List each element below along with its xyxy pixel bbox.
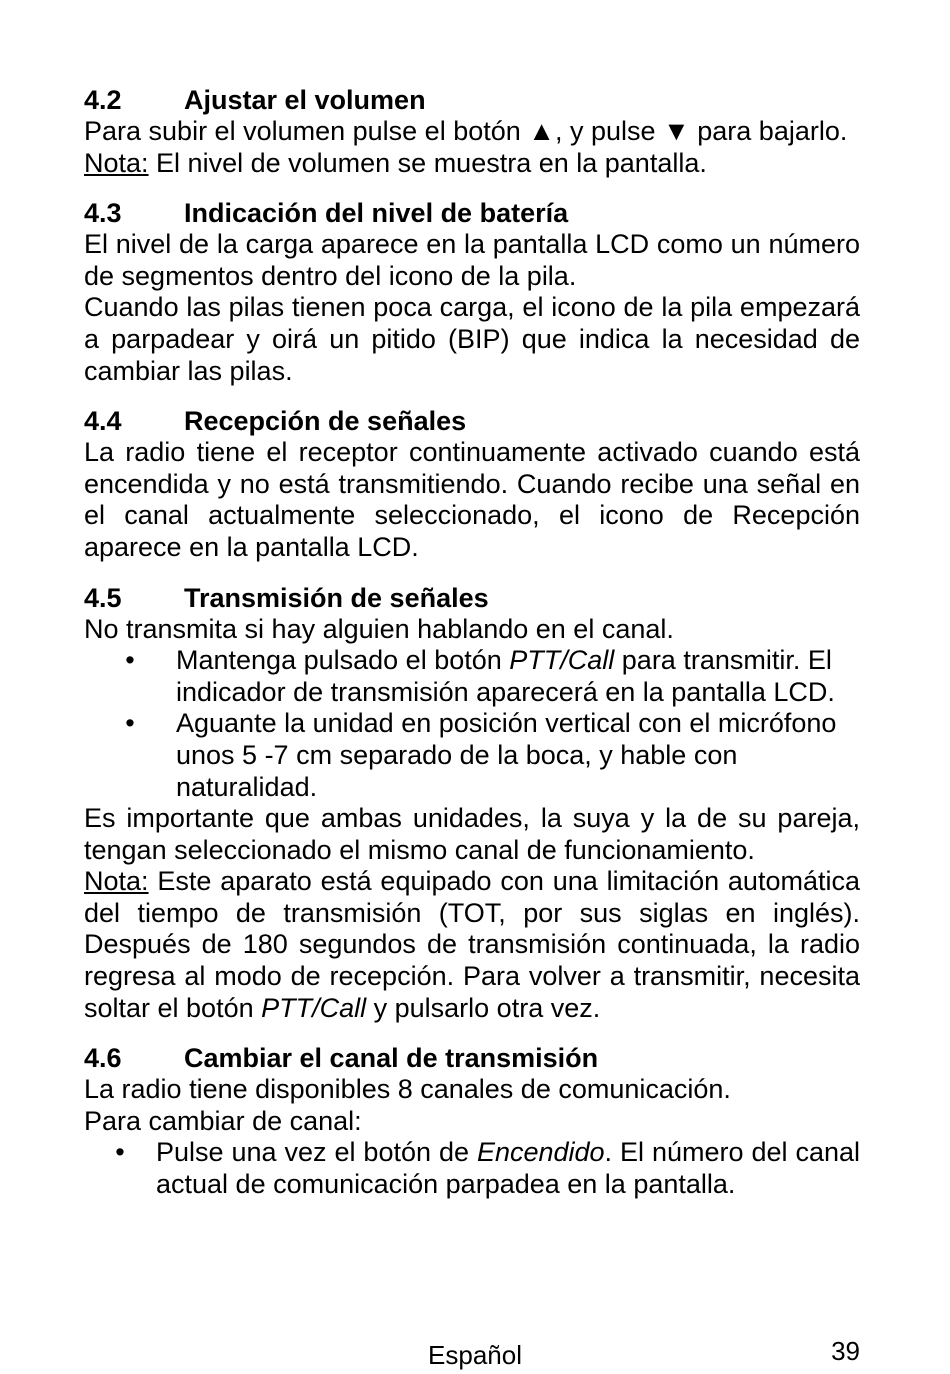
section-heading	[84, 582, 860, 614]
paragraph: Es importante que ambas unidades, la suya y la de su pareja, tengan seleccionado el mismo canal de funcionamiento.	[84, 803, 860, 865]
section-number: 4.4	[84, 406, 122, 437]
text-run: Mantenga pulsado el botón	[176, 645, 510, 676]
text-run: Pulse una vez el botón de	[156, 1137, 477, 1168]
list-item-text	[176, 645, 860, 708]
paragraph: El nivel de la carga aparece en la pantalla LCD como un número de segmentos dentro del icono de la pila.	[84, 229, 860, 291]
section-heading	[84, 1042, 860, 1074]
bullet-icon: •	[115, 1137, 125, 1168]
section-4-4	[84, 405, 860, 563]
paragraph: La radio tiene disponibles 8 canales de comunicación.	[84, 1074, 731, 1105]
section-4-2	[84, 84, 860, 179]
section-4-6	[84, 1042, 860, 1200]
section-heading	[84, 405, 860, 437]
list-item	[84, 708, 860, 803]
button-name: Encendido	[476, 1137, 605, 1168]
paragraph: La radio tiene el receptor continuamente activado cuando está encendida y no está transmitiendo. Cuando recibe una señal en el canal actualmente seleccionado, el icono de Recepción aparece en la pantalla LCD.	[84, 437, 860, 562]
section-title: Recepción de señales	[184, 406, 467, 437]
section-title: Transmisión de señales	[184, 582, 489, 613]
paragraph: Cuando las pilas tienen poca carga, el icono de la pila empezará a parpadear y oirá un pitido (BIP) que indica la necesidad de cambiar las pilas.	[84, 292, 860, 386]
list-item-text: Aguante la unidad en posición vertical con el micrófono unos 5 -7 cm separado de la boca, y hable con naturalidad.	[176, 708, 837, 802]
paragraph: Para subir el volumen pulse el botón ▲, y pulse ▼ para bajarlo.	[84, 116, 848, 146]
text-run: y pulsarlo otra vez.	[366, 992, 601, 1023]
text-run: Este aparato está equipado con una limitación automática del tiempo de transmisión (TOT, por sus siglas en inglés). Después de 180 segundos de transmisión continuada, la radio regresa al modo de recepción. Para volver a transmitir, necesita soltar el botón	[84, 866, 860, 1023]
section-title: Cambiar el canal de transmisión	[184, 1043, 599, 1074]
section-number: 4.5	[84, 582, 122, 613]
section-number: 4.3	[84, 198, 122, 229]
section-number: 4.6	[84, 1043, 122, 1074]
text-run: para transmitir. El indicador de transmisión aparecerá en la pantalla LCD.	[176, 645, 835, 707]
paragraph: No transmita si hay alguien hablando en el canal.	[84, 613, 674, 644]
list-item	[84, 1137, 860, 1200]
page-number: 39	[831, 1336, 860, 1366]
note-label: Nota:	[84, 147, 149, 178]
bullet-icon: •	[125, 708, 135, 739]
section-heading	[84, 84, 860, 116]
note-text: El nivel de volumen se muestra en la pantalla.	[148, 147, 707, 178]
note	[84, 148, 860, 180]
section-4-3	[84, 197, 860, 387]
section-number: 4.2	[84, 85, 122, 115]
note-label: Nota:	[84, 866, 149, 897]
section-title: Ajustar el volumen	[184, 85, 426, 115]
bullet-list	[84, 1137, 860, 1200]
list-item	[84, 645, 860, 708]
section-4-5	[84, 582, 860, 1025]
button-name: PTT/Call	[261, 992, 367, 1023]
note	[84, 866, 860, 1024]
section-title: Indicación del nivel de batería	[184, 198, 569, 229]
bullet-icon: •	[125, 645, 135, 676]
text-run: . El número del canal actual de comunicación parpadea en la pantalla.	[156, 1137, 860, 1200]
list-item-text	[156, 1137, 860, 1200]
bullet-list	[84, 645, 860, 803]
button-name: PTT/Call	[509, 645, 615, 676]
footer-language: Español	[428, 1340, 522, 1370]
page-content	[84, 84, 860, 1219]
section-heading	[84, 197, 860, 229]
paragraph: Para cambiar de canal:	[84, 1105, 362, 1136]
